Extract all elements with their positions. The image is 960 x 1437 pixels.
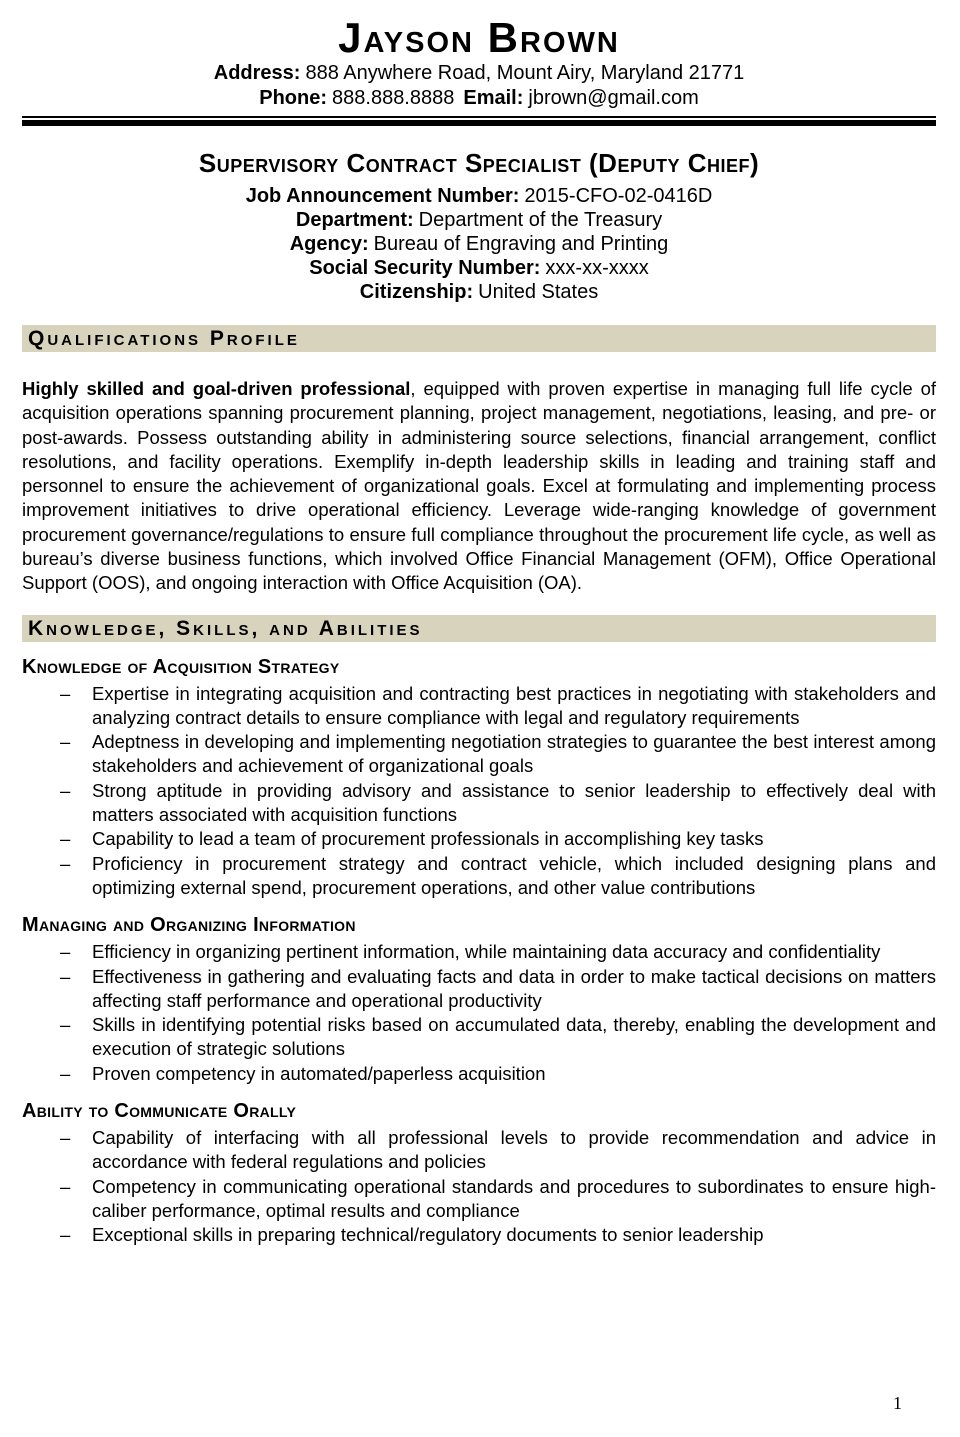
bullet-item xyxy=(22,965,936,1014)
citizenship-label: Citizenship: xyxy=(359,280,474,303)
bullet-text: Capability of interfacing with all professional levels to provide recommendation and advice in accordance with federal regulations and policies xyxy=(92,1127,936,1173)
agency-label: Agency: xyxy=(289,232,369,255)
bullet-dash: – xyxy=(60,1224,71,1246)
ssn-line xyxy=(22,256,936,280)
bullet-text: Proficiency in procurement strategy and contract vehicle, which included designing plans and optimizing external spend, procurement operations, and other value contributions xyxy=(92,852,936,898)
bullet-item xyxy=(22,1062,936,1086)
bullet-dash: – xyxy=(60,1127,71,1149)
job-announcement-value: 2015-CFO-02-0416D xyxy=(524,184,713,207)
ssn-value: xxx-xx-xxxx xyxy=(545,256,649,279)
department-value: Department of the Treasury xyxy=(418,208,663,231)
header-divider-thick-bar xyxy=(22,120,936,126)
email-label: Email: xyxy=(463,87,524,110)
page-number: 1 xyxy=(893,1393,902,1413)
bullet-dash: – xyxy=(60,1175,71,1197)
bullet-dash: – xyxy=(60,852,71,874)
address-label: Address: xyxy=(213,62,301,85)
bullet-item xyxy=(22,852,936,901)
address-line xyxy=(22,61,936,86)
bullet-text: Skills in identifying potential risks based on accumulated data, thereby, enabling the development and execution of strategic solutions xyxy=(92,1014,936,1060)
bullet-item xyxy=(22,1013,936,1062)
bullet-item xyxy=(22,1175,936,1224)
bullet-dash: – xyxy=(60,682,71,704)
bullet-dash: – xyxy=(60,731,71,753)
bullet-text: Capability to lead a team of procurement professionals in accomplishing key tasks xyxy=(92,828,764,850)
email-value: jbrown@gmail.com xyxy=(528,87,699,110)
ssn-label: Social Security Number: xyxy=(309,256,541,279)
department-label: Department: xyxy=(295,208,414,231)
agency-value: Bureau of Engraving and Printing xyxy=(373,232,669,255)
bullet-item xyxy=(22,1223,936,1247)
phone-value: 888.888.8888 xyxy=(332,87,455,110)
phone-email-line xyxy=(22,86,936,111)
bullet-dash: – xyxy=(60,941,71,963)
ksa-heading-text: Knowledge, Skills, and Abilities xyxy=(28,616,423,640)
bullet-text: Competency in communicating operational standards and procedures to subordinates to ensure high-caliber performance, optimal results and compliance xyxy=(92,1175,936,1221)
bullet-text: Strong aptitude in providing advisory and assistance to senior leadership to effectively deal with matters associated with acquisition functions xyxy=(92,779,936,826)
subheading-knowledge-of-acquisition-strategy: Knowledge of Acquisition Strategy xyxy=(22,655,340,678)
qualifications-paragraph xyxy=(22,377,936,596)
bullet-item xyxy=(22,1126,936,1175)
department-line xyxy=(22,208,936,232)
qualifications-lead: Highly skilled and goal-driven professional xyxy=(22,377,411,399)
qualifications-body: , equipped with proven expertise in managing full life cycle of acquisition operations spanning procurement planning, project management, negotiations, leasing, and pre- or post-awards. Possess outstanding ability in administering source selections, financial arrangement, conflict resolutions, and facility operations. Exemplify in-depth leadership skills in leading and training staff and personnel to ensure the achievement of organizational goals. Excel at formulating and implementing process improvement initiatives to drive operational efficiency. Leverage wide-ranging knowledge of government procurement governance/regulations to ensure full compliance throughout the procurement life cycle, as well as bureau’s diverse business functions, which involved Office Financial Management (OFM), Office Operational Support (OOS), and ongoing interaction with Office Acquisition (OA). xyxy=(22,377,936,594)
address-value: 888 Anywhere Road, Mount Airy, Maryland 21771 xyxy=(305,62,745,85)
section-heading-qualifications-profile xyxy=(22,325,936,352)
bullet-text: Efficiency in organizing pertinent information, while maintaining data accuracy and confidentiality xyxy=(92,941,881,963)
bullet-text: Exceptional skills in preparing technical/regulatory documents to senior leadership xyxy=(92,1224,764,1246)
bullet-dash: – xyxy=(60,1062,71,1084)
header-divider xyxy=(22,116,936,126)
section-heading-ksa xyxy=(22,615,936,642)
subheading-managing-and-organizing-information: Managing and Organizing Information xyxy=(22,914,356,937)
citizenship-value: United States xyxy=(478,280,599,303)
job-announcement-line xyxy=(22,184,936,208)
bullet-item xyxy=(22,940,936,964)
subheading-ability-to-communicate-orally: Ability to Communicate Orally xyxy=(22,1100,297,1123)
qualifications-heading-text: Qualifications Profile xyxy=(28,326,300,350)
bullet-text: Effectiveness in gathering and evaluating facts and data in order to make tactical decisions on matters affecting staff performance and operational productivity xyxy=(92,965,936,1011)
job-announcement-label: Job Announcement Number: xyxy=(245,184,520,207)
bullet-text: Expertise in integrating acquisition and contracting best practices in negotiating with stakeholders and analyzing contract details to ensure compliance with legal and regulatory requirements xyxy=(92,682,936,728)
bullet-text: Proven competency in automated/paperless acquisition xyxy=(92,1062,546,1084)
citizenship-line xyxy=(22,280,936,304)
bullet-item xyxy=(22,730,936,779)
phone-label: Phone: xyxy=(259,87,328,110)
agency-line xyxy=(22,232,936,256)
candidate-name: Jayson Brown xyxy=(338,14,620,61)
bullet-item xyxy=(22,827,936,851)
position-title: Supervisory Contract Specialist (Deputy Chief) xyxy=(198,148,760,179)
bullet-dash: – xyxy=(60,779,71,801)
bullet-dash: – xyxy=(60,1014,71,1036)
bullet-dash: – xyxy=(60,828,71,850)
position-block xyxy=(22,149,936,304)
bullet-text: Adeptness in developing and implementing negotiation strategies to guarantee the best interest among stakeholders and achievement of organizational goals xyxy=(92,731,936,777)
bullet-dash: – xyxy=(60,965,71,987)
bullet-item xyxy=(22,682,936,731)
bullet-item xyxy=(22,779,936,828)
